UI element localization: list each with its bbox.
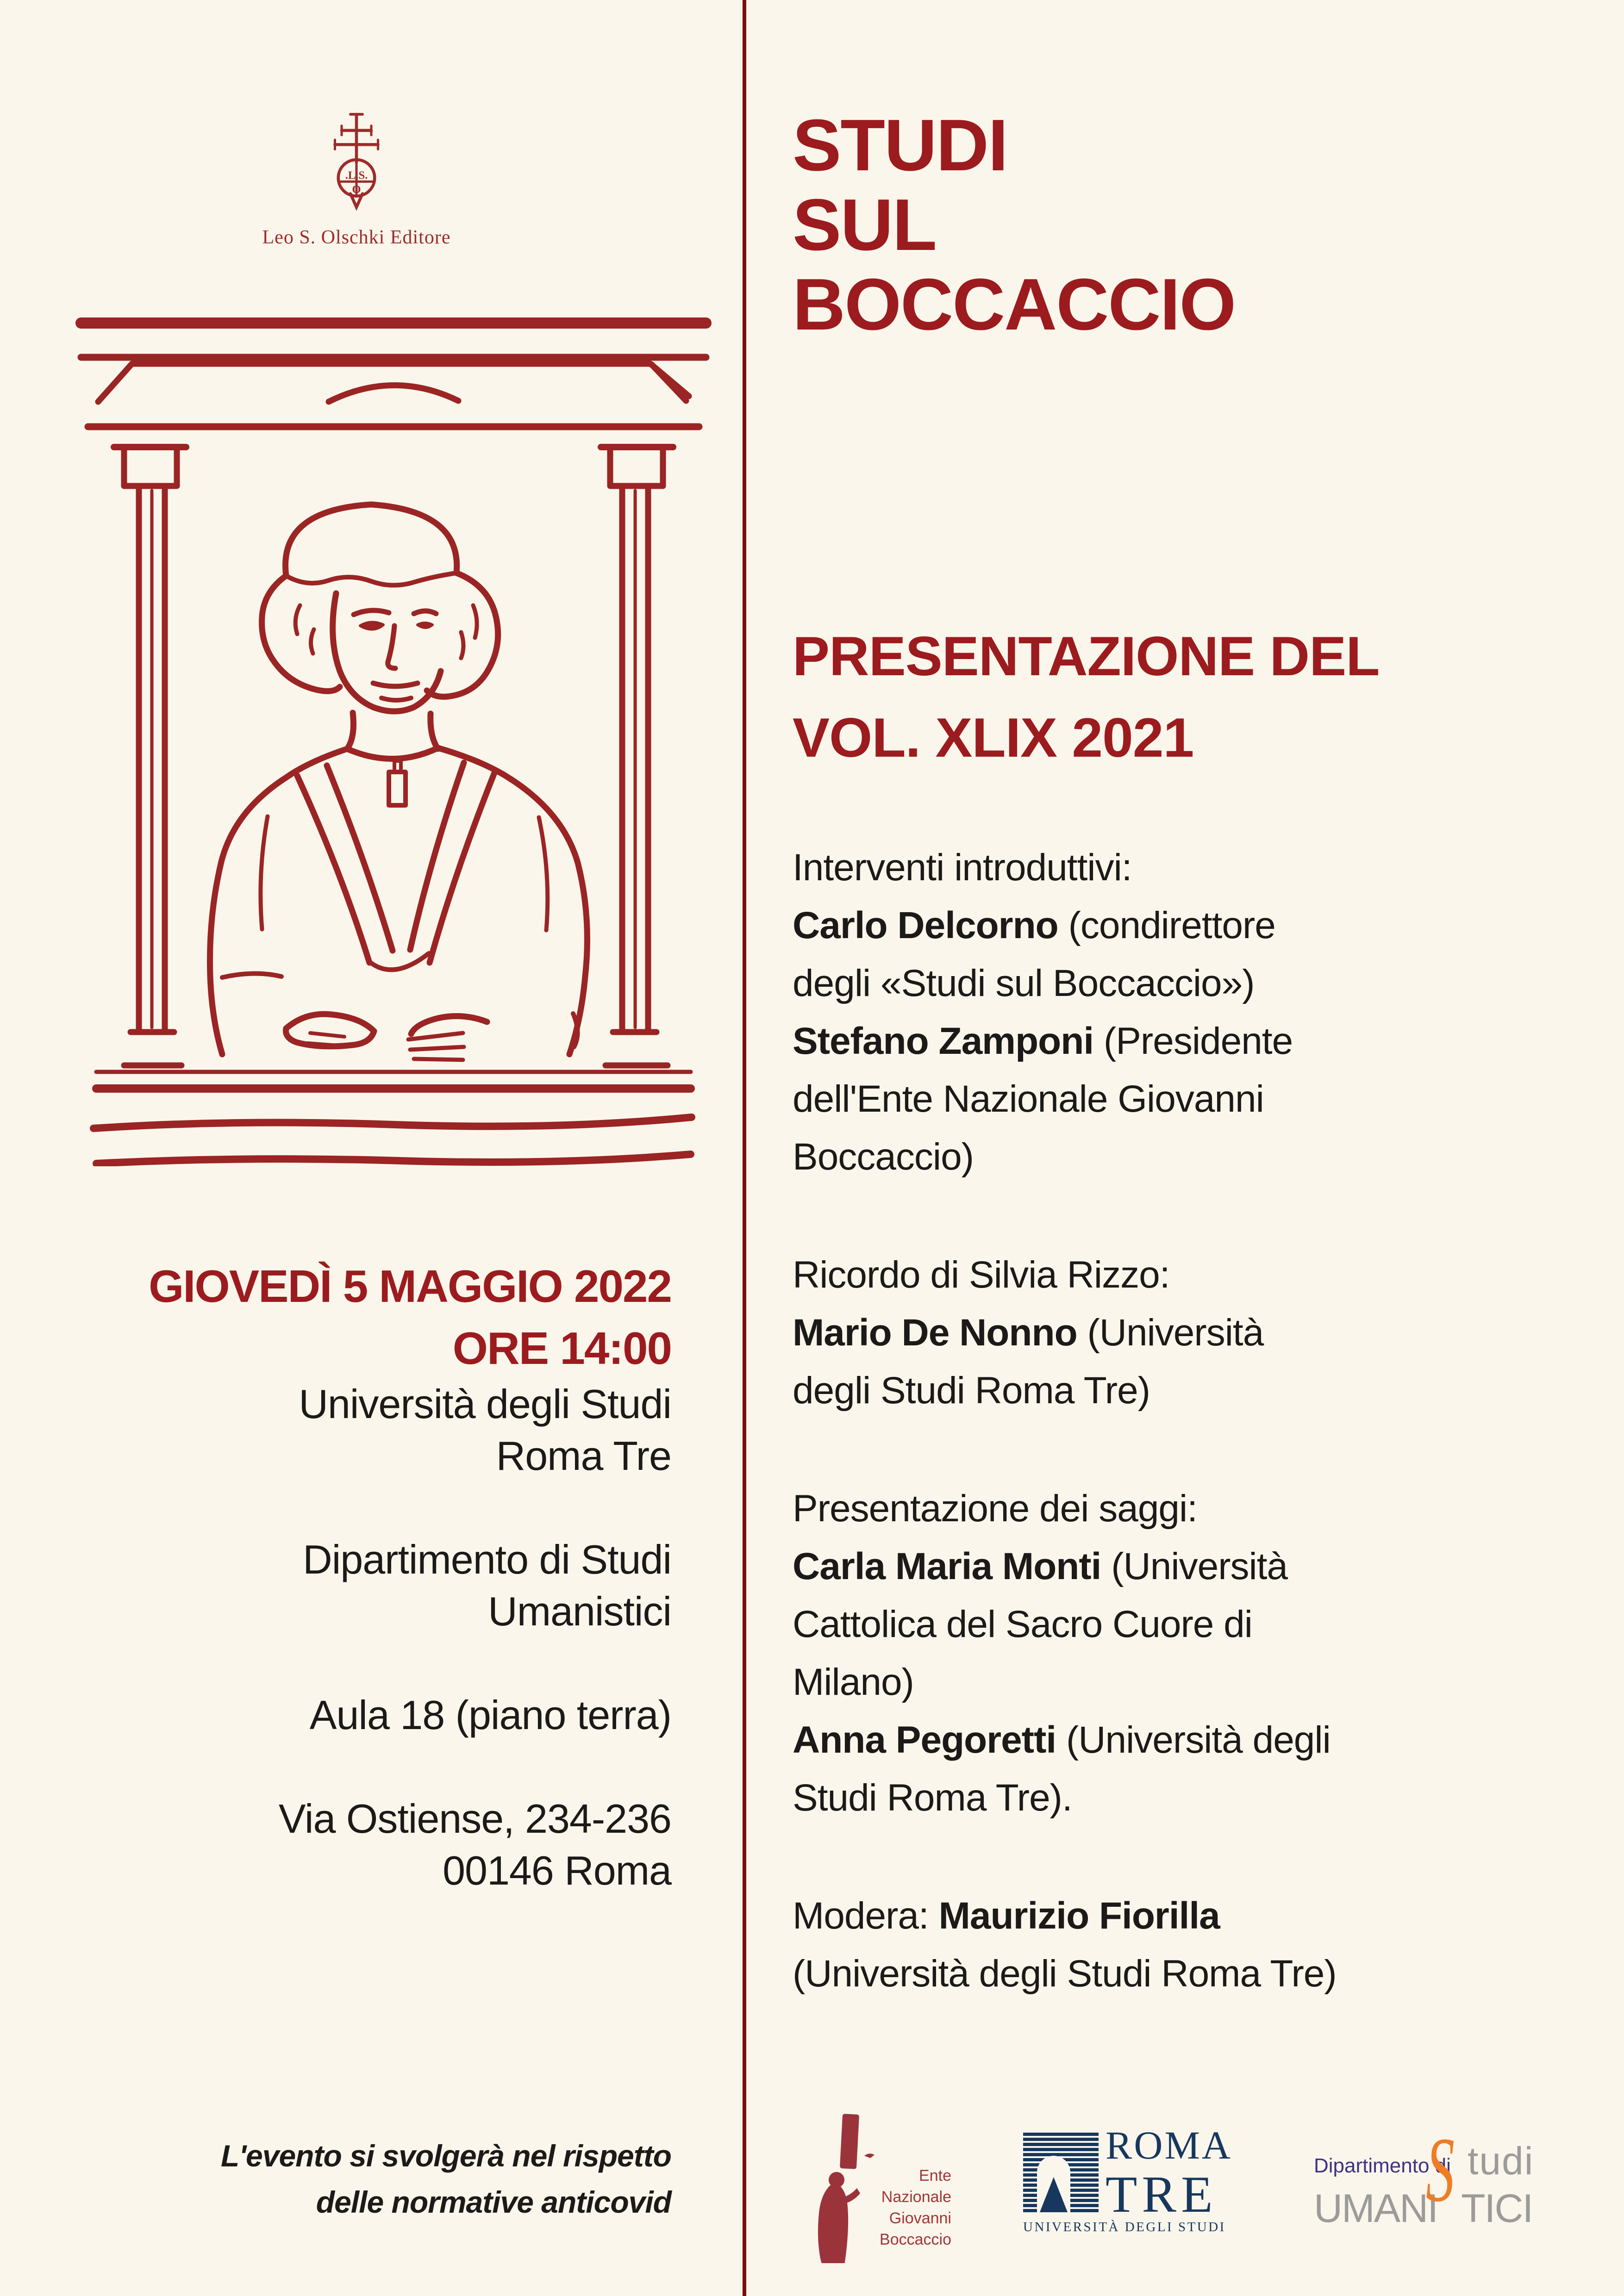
location-group: Via Ostiense, 234-236 00146 Roma bbox=[278, 1796, 671, 1893]
dsu-studi-rest: tudi bbox=[1468, 2139, 1534, 2183]
program-section: Ricordo di Silvia Rizzo: Mario De Nonno (Università degli Studi Roma Tre) bbox=[793, 1254, 1264, 1412]
publisher-logo bbox=[79, 109, 634, 249]
dsu-umani: UMANI bbox=[1314, 2186, 1438, 2231]
event-datetime bbox=[79, 1255, 671, 1379]
dsu-logo bbox=[1314, 2119, 1564, 2247]
subtitle: PRESENTAZIONE DEL VOL. XLIX 2021 bbox=[793, 625, 1380, 769]
divider-line bbox=[743, 0, 746, 2296]
boccaccio-woodcut-illustration bbox=[69, 305, 718, 1166]
event-time: ORE 14:00 bbox=[452, 1323, 671, 1374]
dsu-orange-s: S bbox=[1426, 2119, 1455, 2221]
event-date: GIOVEDÌ 5 MAGGIO 2022 bbox=[149, 1261, 671, 1312]
olschki-cross-monogram-icon bbox=[319, 109, 394, 213]
program-section: Interventi introduttivi: Carlo Delcorno (condirettore degli «Studi sul Boccaccio») Stefano Zamponi (Presidente dell'Ente Nazionale Giovanni Boccaccio) bbox=[793, 846, 1293, 1178]
event-location bbox=[79, 1378, 671, 1948]
roma-tre-arch-icon bbox=[1023, 2133, 1099, 2212]
ente-boccaccio-logo bbox=[812, 2110, 951, 2263]
location-group: Aula 18 (piano terra) bbox=[309, 1692, 671, 1738]
program bbox=[793, 839, 1561, 2063]
program-section: Modera: Maurizio Fiorilla (Università degli Studi Roma Tre) bbox=[793, 1895, 1337, 1995]
dsu-prefix: Dipartimento di bbox=[1314, 2154, 1451, 2177]
boccaccio-silhouette-icon bbox=[812, 2110, 877, 2263]
roma-tre-logo bbox=[1023, 2123, 1233, 2239]
dsu-stici: TICI bbox=[1461, 2186, 1533, 2231]
location-group: Università degli Studi Roma Tre bbox=[299, 1381, 671, 1479]
ente-logo-text: Ente Nazionale Giovanni Boccaccio bbox=[880, 2167, 951, 2248]
roma-tre-name-bottom: TRE bbox=[1106, 2166, 1218, 2223]
location-group: Dipartimento di Studi Umanistici bbox=[303, 1537, 671, 1634]
program-section: Presentazione dei saggi: Carla Maria Monti (Università Cattolica del Sacro Cuore di Milano) Anna Pegoretti (Università degli Studi Roma Tre). bbox=[793, 1487, 1330, 1819]
covid-note: L'evento si svolgerà nel rispetto delle normative anticovid bbox=[221, 2139, 671, 2219]
page-title: STUDI SUL BOCCACCIO bbox=[793, 105, 1236, 345]
publisher-name: Leo S. Olschki Editore bbox=[262, 227, 451, 248]
roma-tre-name-top: ROMA bbox=[1106, 2123, 1233, 2167]
roma-tre-subtitle: UNIVERSITÀ DEGLI STUDI bbox=[1023, 2220, 1226, 2234]
monogram-initials: .L.S. bbox=[345, 169, 368, 182]
monogram-o: O bbox=[352, 183, 361, 196]
